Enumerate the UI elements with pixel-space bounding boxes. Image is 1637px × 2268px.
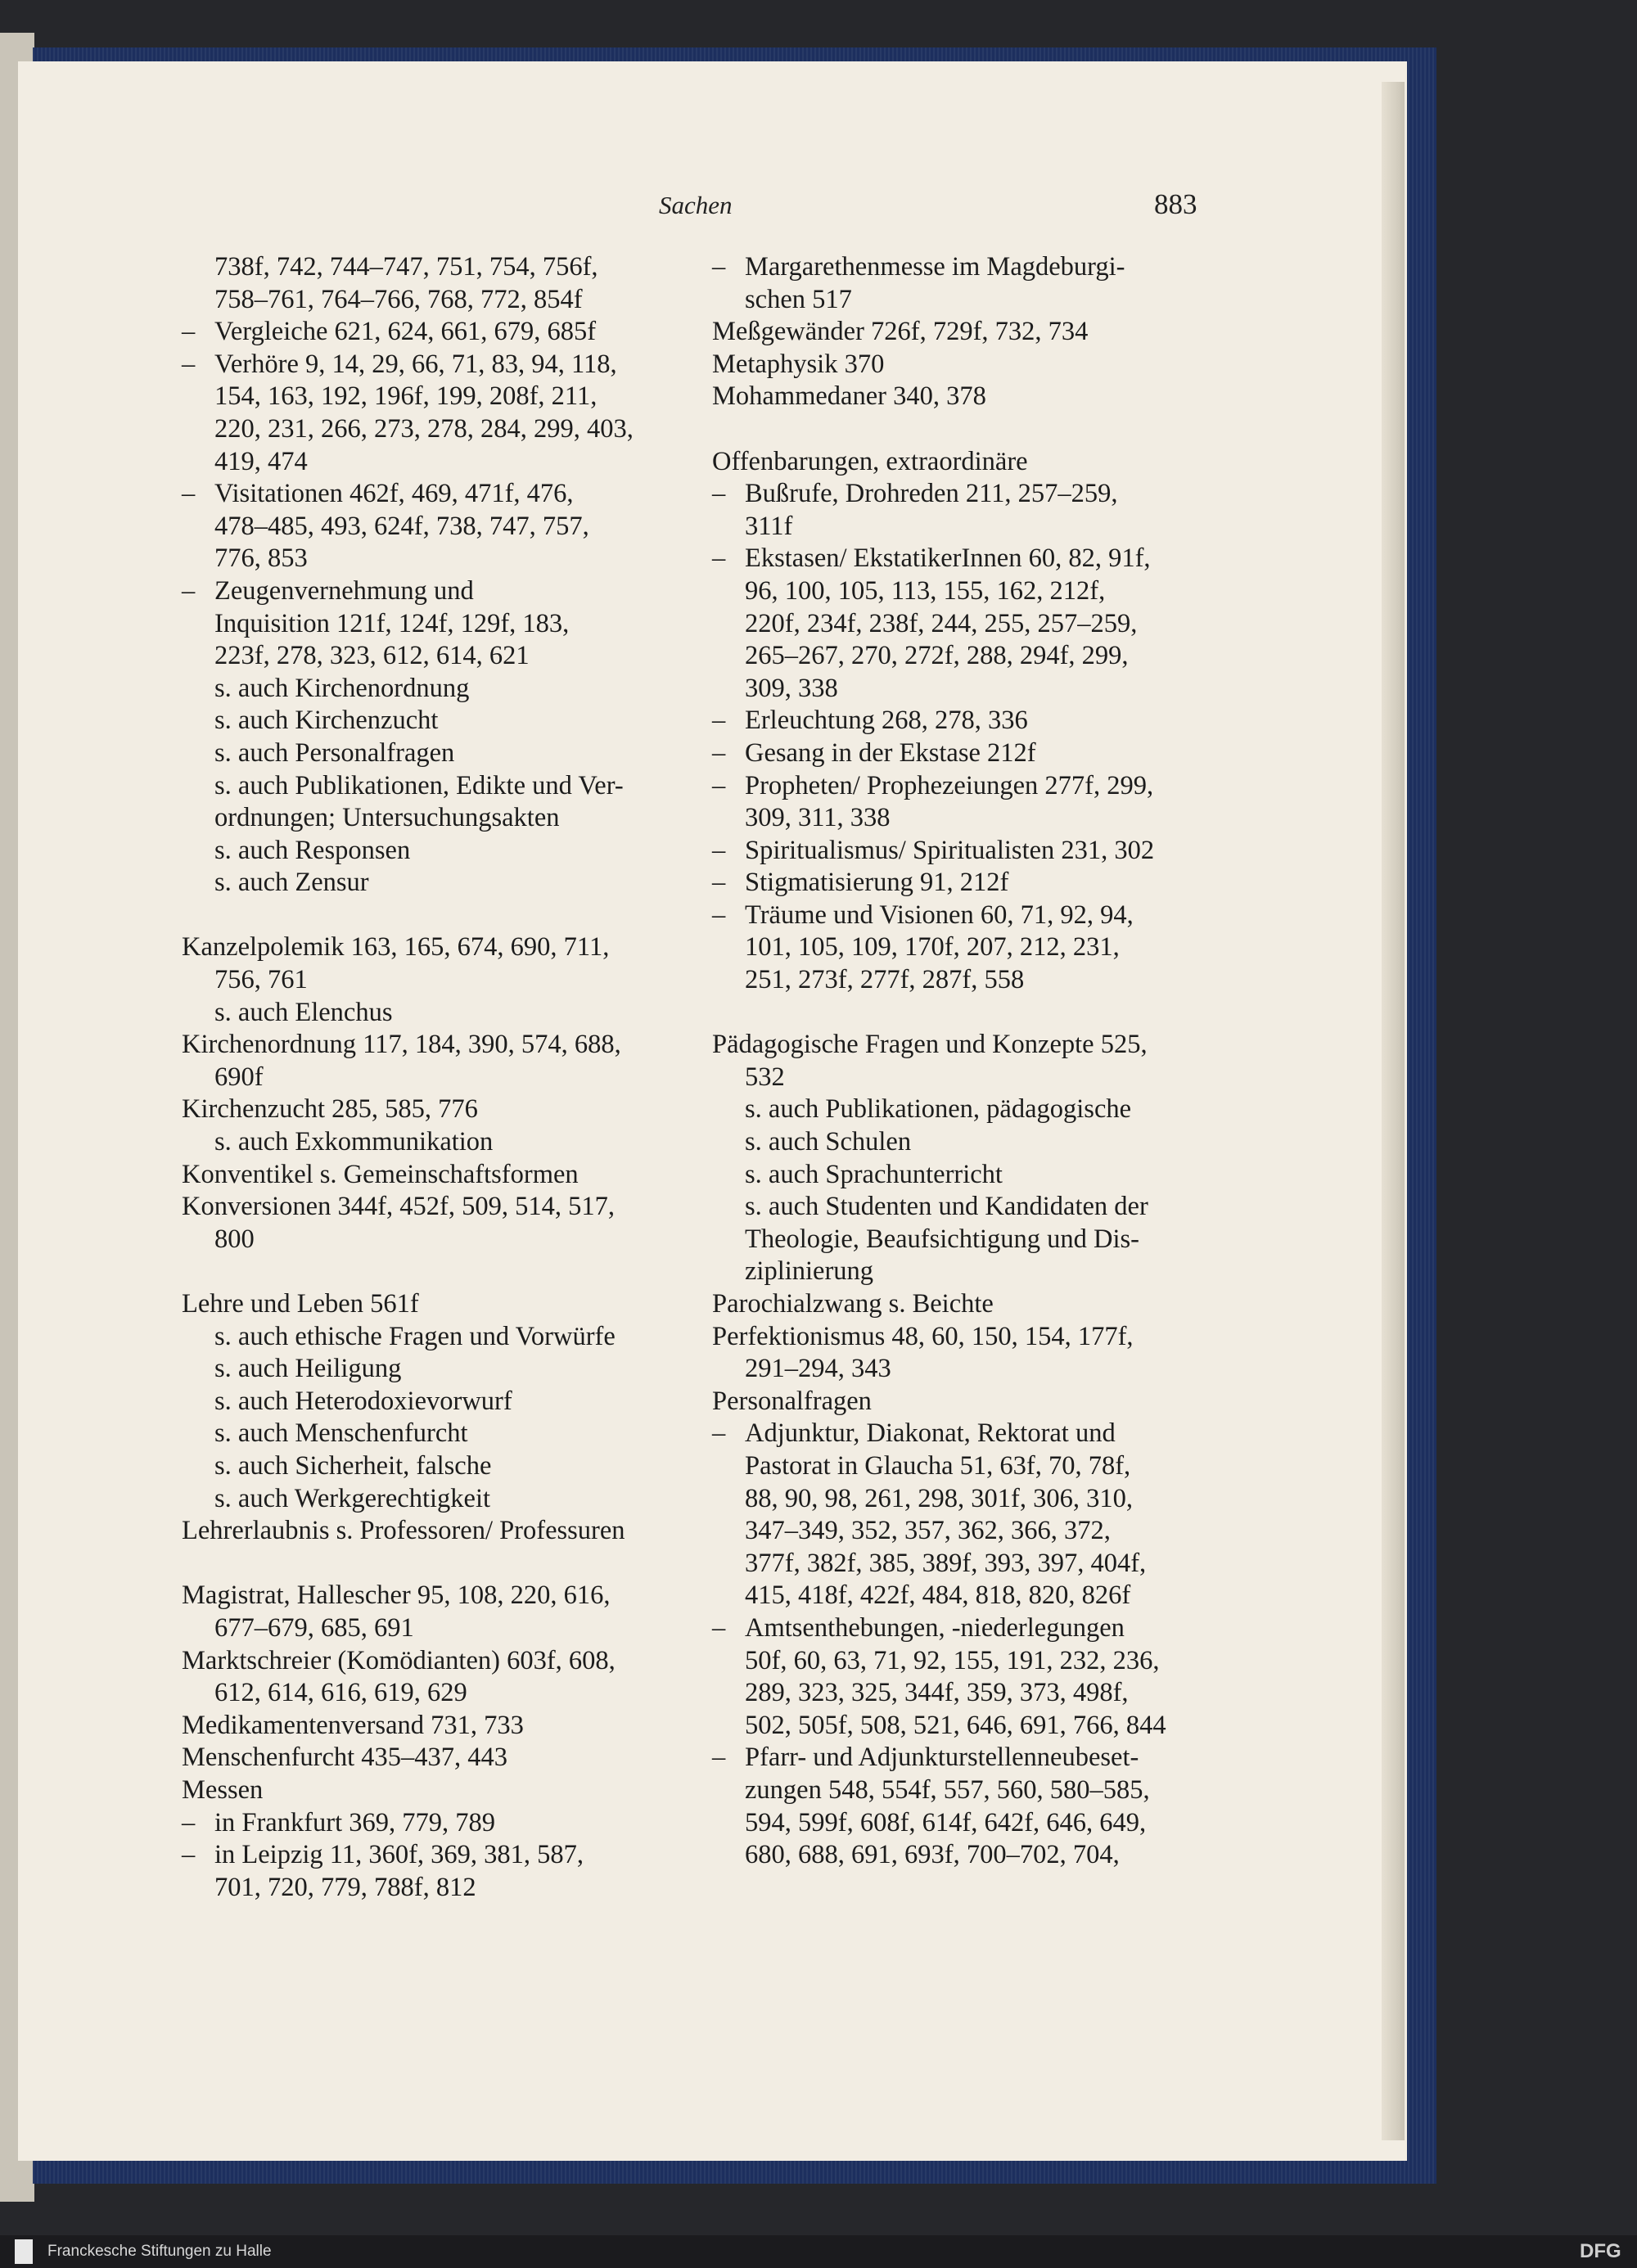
index-entry-text: Inquisition 121f, 124f, 129f, 183,: [214, 608, 570, 638]
index-entry-line: [182, 1742, 634, 1774]
index-entry-text: ziplinierung: [745, 1256, 874, 1287]
index-entry-line: [182, 413, 634, 446]
index-entry-line: [712, 1483, 1166, 1516]
index-entry-text: Margarethenmesse im Magdeburgi-: [745, 252, 1125, 282]
index-entry-text: Propheten/ Prophezeiungen 277f, 299,: [745, 770, 1154, 800]
index-entry-text: 776, 853: [214, 543, 308, 574]
index-entry-text: s. auch Responsen: [214, 835, 411, 865]
index-entry-line: [182, 316, 634, 349]
institution-name[interactable]: Franckesche Stiftungen zu Halle: [47, 2243, 272, 2260]
index-entry-line: [182, 1321, 634, 1354]
index-entry-line: [182, 1645, 634, 1678]
index-entry-line: [712, 284, 1166, 317]
index-entry-line: [712, 608, 1166, 641]
index-entry-text: Ekstasen/ EkstatikerInnen 60, 82, 91f,: [745, 543, 1151, 574]
index-entry-line: [182, 543, 634, 575]
subentry-dash: –: [712, 737, 726, 768]
index-entry-text: 101, 105, 109, 170f, 207, 212, 231,: [745, 932, 1120, 963]
subentry-dash: –: [712, 868, 726, 898]
index-entry-line: [182, 1126, 634, 1159]
index-entry-line: [182, 1450, 634, 1483]
index-entry-text: s. auch Kirchenzucht: [214, 706, 439, 736]
index-entry-text: Kirchenordnung 117, 184, 390, 574, 688,: [182, 1030, 621, 1060]
index-entry-text: 612, 614, 616, 619, 629: [214, 1678, 467, 1708]
index-entry-text: 415, 418f, 422f, 484, 818, 820, 826f: [745, 1580, 1131, 1611]
index-entry-text: Magistrat, Hallescher 95, 108, 220, 616,: [182, 1580, 611, 1611]
entry-spacer: [182, 1256, 634, 1288]
page-number: 883: [1154, 188, 1197, 220]
entry-spacer: [182, 1548, 634, 1580]
index-entry-line: [712, 802, 1166, 835]
index-entry-text: 50f, 60, 63, 71, 92, 155, 191, 232, 236,: [745, 1645, 1160, 1675]
index-entry-text: s. auch Studenten und Kandidaten der: [745, 1192, 1148, 1222]
index-entry-text: 758–761, 764–766, 768, 772, 854f: [214, 284, 583, 314]
index-entry-line: [712, 835, 1166, 868]
index-entry-text: Pädagogische Fragen und Konzepte 525,: [712, 1030, 1148, 1060]
index-entry-line: [712, 1645, 1166, 1678]
index-entry-text: in Leipzig 11, 360f, 369, 381, 587,: [214, 1840, 584, 1870]
index-entry-text: Perfektionismus 48, 60, 150, 154, 177f,: [712, 1321, 1134, 1351]
index-entry-line: [712, 640, 1166, 673]
index-entry-line: [712, 478, 1166, 511]
index-entry-text: 594, 599f, 608f, 614f, 642f, 646, 649,: [745, 1807, 1147, 1837]
index-entry-text: 220, 231, 266, 273, 278, 284, 299, 403,: [214, 413, 634, 444]
index-entry-line: [712, 1191, 1166, 1224]
subentry-dash: –: [182, 479, 196, 509]
index-entry-text: Lehrerlaubnis s. Professoren/ Professuren: [182, 1516, 625, 1546]
index-entry-line: [712, 1807, 1166, 1840]
index-entry-line: [182, 1093, 634, 1126]
index-entry-line: [182, 1710, 634, 1743]
index-entry-line: [182, 575, 634, 608]
index-entry-line: [182, 608, 634, 641]
entry-spacer: [712, 413, 1166, 446]
index-entry-line: [712, 1256, 1166, 1288]
index-entry-line: [712, 543, 1166, 575]
index-entry-line: [712, 1450, 1166, 1483]
index-entry-text: 690f: [214, 1062, 264, 1092]
page-edge-shadow: [1382, 82, 1405, 2140]
index-entry-text: 377f, 382f, 385, 389f, 393, 397, 404f,: [745, 1548, 1147, 1578]
index-entry-line: [712, 867, 1166, 900]
index-entry-line: [182, 1386, 634, 1418]
index-entry-text: 309, 311, 338: [745, 803, 891, 833]
index-entry-line: [712, 1774, 1166, 1807]
index-column-right: [712, 251, 1166, 1872]
index-entry-line: [182, 1062, 634, 1094]
running-header-title: Sachen: [659, 191, 733, 219]
index-entry-text: 291–294, 343: [745, 1354, 891, 1384]
index-entry-line: [182, 1677, 634, 1710]
index-entry-line: [182, 446, 634, 479]
index-entry-line: [182, 478, 634, 511]
index-entry-text: Konventikel s. Gemeinschaftsformen: [182, 1159, 579, 1189]
index-entry-line: [182, 770, 634, 803]
index-entry-text: Träume und Visionen 60, 71, 92, 94,: [745, 900, 1134, 930]
index-entry-line: [182, 931, 634, 964]
index-entry-text: in Frankfurt 369, 779, 789: [214, 1807, 496, 1837]
institution-logo-icon: [15, 2239, 33, 2264]
entry-spacer: [712, 997, 1166, 1030]
index-entry-text: 311f: [745, 511, 793, 541]
index-entry-text: s. auch Schulen: [745, 1127, 912, 1157]
index-entry-text: Adjunktur, Diakonat, Rektorat und: [745, 1418, 1116, 1449]
index-column-left: [182, 251, 634, 1904]
index-entry-line: [712, 1224, 1166, 1256]
index-entry-text: 701, 720, 779, 788f, 812: [214, 1872, 476, 1902]
index-entry-line: [182, 1580, 634, 1612]
index-entry-line: [712, 1029, 1166, 1062]
index-entry-text: schen 517: [745, 284, 852, 314]
index-entry-line: [182, 673, 634, 706]
index-entry-line: [712, 900, 1166, 932]
index-entry-text: 419, 474: [214, 446, 308, 476]
index-entry-line: [712, 1126, 1166, 1159]
index-entry-text: s. auch Sicherheit, falsche: [214, 1450, 492, 1481]
index-entry-line: [712, 705, 1166, 737]
index-entry-text: s. auch Exkommunikation: [214, 1127, 494, 1157]
index-entry-line: [712, 1742, 1166, 1774]
index-entry-text: Metaphysik 370: [712, 349, 885, 379]
index-entry-line: [712, 316, 1166, 349]
index-entry-line: [712, 1515, 1166, 1548]
index-entry-text: 800: [214, 1224, 255, 1254]
index-entry-text: Theologie, Beaufsichtigung und Dis-: [745, 1224, 1139, 1254]
index-entry-text: Marktschreier (Komödianten) 603f, 608,: [182, 1645, 616, 1675]
index-entry-text: s. auch Kirchenordnung: [214, 673, 470, 703]
index-entry-text: Kanzelpolemik 163, 165, 674, 690, 711,: [182, 932, 610, 963]
index-entry-line: [712, 1321, 1166, 1354]
index-entry-line: [712, 381, 1166, 413]
index-entry-text: 347–349, 352, 357, 362, 366, 372,: [745, 1516, 1111, 1546]
subentry-dash: –: [182, 575, 196, 606]
subentry-dash: –: [712, 252, 726, 282]
subentry-dash: –: [712, 479, 726, 509]
index-entry-line: [712, 349, 1166, 381]
index-entry-text: Amtsenthebungen, -niederlegungen: [745, 1612, 1125, 1643]
index-entry-text: Messen: [182, 1774, 264, 1805]
subentry-dash: –: [712, 706, 726, 736]
index-entry-line: [712, 673, 1166, 706]
index-entry-line: [182, 1872, 634, 1905]
index-entry-line: [182, 1612, 634, 1645]
index-entry-line: [712, 1062, 1166, 1094]
index-entry-line: [712, 1580, 1166, 1612]
index-entry-line: [712, 964, 1166, 997]
index-entry-line: [182, 1418, 634, 1450]
index-entry-text: Lehre und Leben 561f: [182, 1289, 419, 1319]
index-entry-line: [182, 1774, 634, 1807]
index-entry-text: s. auch Heiligung: [214, 1354, 402, 1384]
index-entry-text: 309, 338: [745, 673, 838, 703]
index-entry-line: [182, 284, 634, 317]
index-entry-line: [182, 1353, 634, 1386]
index-entry-text: s. auch Werkgerechtigkeit: [214, 1483, 490, 1513]
index-entry-text: Mohammedaner 340, 378: [712, 381, 986, 412]
index-entry-text: Bußrufe, Drohreden 211, 257–259,: [745, 479, 1118, 509]
index-entry-text: s. auch Elenchus: [214, 997, 393, 1027]
subentry-dash: –: [712, 835, 726, 865]
index-entry-line: [712, 511, 1166, 543]
index-entry-text: 223f, 278, 323, 612, 614, 621: [214, 641, 530, 671]
index-entry-line: [712, 1839, 1166, 1872]
index-entry-line: [712, 1353, 1166, 1386]
index-entry-line: [182, 1515, 634, 1548]
index-entry-text: s. auch Sprachunterricht: [745, 1159, 1003, 1189]
index-entry-text: 738f, 742, 744–747, 751, 754, 756f,: [214, 252, 598, 282]
index-entry-line: [712, 1386, 1166, 1418]
index-entry-line: [712, 770, 1166, 803]
subentry-dash: –: [182, 317, 196, 347]
index-entry-line: [712, 251, 1166, 284]
index-entry-text: Verhöre 9, 14, 29, 66, 71, 83, 94, 118,: [214, 349, 617, 379]
subentry-dash: –: [712, 1612, 726, 1643]
viewer-footer-bar: [0, 2235, 1637, 2268]
index-entry-line: [182, 640, 634, 673]
index-entry-text: 289, 323, 325, 344f, 359, 373, 498f,: [745, 1678, 1129, 1708]
index-entry-line: [712, 1159, 1166, 1192]
subentry-dash: –: [712, 543, 726, 574]
subentry-dash: –: [712, 1743, 726, 1773]
index-entry-line: [182, 511, 634, 543]
index-entry-line: [712, 1612, 1166, 1645]
index-entry-text: Meßgewänder 726f, 729f, 732, 734: [712, 317, 1089, 347]
index-entry-line: [182, 1839, 634, 1872]
index-entry-text: Vergleiche 621, 624, 661, 679, 685f: [214, 317, 597, 347]
index-entry-line: [182, 381, 634, 413]
index-entry-line: [182, 1029, 634, 1062]
index-entry-line: [712, 575, 1166, 608]
index-entry-text: ordnungen; Untersuchungsakten: [214, 803, 560, 833]
index-entry-text: 532: [745, 1062, 785, 1092]
index-entry-text: 680, 688, 691, 693f, 700–702, 704,: [745, 1840, 1120, 1870]
index-entry-text: zungen 548, 554f, 557, 560, 580–585,: [745, 1774, 1150, 1805]
index-entry-line: [182, 997, 634, 1030]
index-entry-text: s. auch Zensur: [214, 868, 369, 898]
index-entry-text: 756, 761: [214, 965, 308, 995]
subentry-dash: –: [182, 349, 196, 379]
index-entry-text: Kirchenzucht 285, 585, 776: [182, 1094, 478, 1125]
index-entry-text: s. auch Publikationen, Edikte und Ver-: [214, 770, 624, 800]
index-entry-line: [712, 1548, 1166, 1580]
index-entry-line: [182, 737, 634, 770]
subentry-dash: –: [712, 1418, 726, 1449]
index-entry-text: 220f, 234f, 238f, 244, 255, 257–259,: [745, 608, 1138, 638]
index-entry-line: [712, 1093, 1166, 1126]
subentry-dash: –: [182, 1840, 196, 1870]
index-entry-line: [182, 1224, 634, 1256]
index-entry-line: [182, 251, 634, 284]
index-entry-line: [182, 1191, 634, 1224]
index-entry-text: s. auch Menschenfurcht: [214, 1418, 468, 1449]
index-entry-text: s. auch Personalfragen: [214, 737, 455, 768]
index-entry-line: [712, 1418, 1166, 1450]
index-entry-text: Offenbarungen, extraordinäre: [712, 446, 1028, 476]
index-entry-text: 251, 273f, 277f, 287f, 558: [745, 965, 1025, 995]
index-entry-text: Erleuchtung 268, 278, 336: [745, 706, 1028, 736]
index-entry-text: 677–679, 685, 691: [214, 1612, 414, 1643]
subentry-dash: –: [712, 900, 726, 930]
index-entry-line: [182, 802, 634, 835]
index-entry-text: Pastorat in Glaucha 51, 63f, 70, 78f,: [745, 1450, 1131, 1481]
index-entry-text: Menschenfurcht 435–437, 443: [182, 1743, 508, 1773]
index-entry-line: [182, 705, 634, 737]
index-entry-line: [182, 1288, 634, 1321]
index-entry-text: Gesang in der Ekstase 212f: [745, 737, 1036, 768]
index-entry-line: [712, 931, 1166, 964]
index-entry-text: s. auch Publikationen, pädagogische: [745, 1094, 1132, 1125]
index-entry-line: [182, 835, 634, 868]
index-entry-text: 502, 505f, 508, 521, 646, 691, 766, 844: [745, 1710, 1166, 1740]
index-entry-text: Visitationen 462f, 469, 471f, 476,: [214, 479, 574, 509]
index-entry-line: [712, 1677, 1166, 1710]
entry-spacer: [182, 900, 634, 932]
index-entry-text: 88, 90, 98, 261, 298, 301f, 306, 310,: [745, 1483, 1133, 1513]
subentry-dash: –: [182, 1807, 196, 1837]
index-entry-text: Pfarr- und Adjunkturstellenneubeset-: [745, 1743, 1139, 1773]
index-entry-text: 154, 163, 192, 196f, 199, 208f, 211,: [214, 381, 598, 412]
index-entry-text: 265–267, 270, 272f, 288, 294f, 299,: [745, 641, 1129, 671]
index-entry-line: [712, 737, 1166, 770]
index-entry-text: Personalfragen: [712, 1386, 872, 1416]
index-entry-line: [182, 867, 634, 900]
index-entry-line: [712, 1288, 1166, 1321]
dfg-logo: DFG: [1580, 2240, 1621, 2262]
index-entry-text: Stigmatisierung 91, 212f: [745, 868, 1009, 898]
index-entry-text: s. auch ethische Fragen und Vorwürfe: [214, 1321, 616, 1351]
index-entry-text: Parochialzwang s. Beichte: [712, 1289, 994, 1319]
index-entry-line: [182, 1807, 634, 1840]
index-entry-line: [182, 964, 634, 997]
index-entry-text: 478–485, 493, 624f, 738, 747, 757,: [214, 511, 589, 541]
index-entry-line: [182, 1159, 634, 1192]
index-entry-text: Medikamentenversand 731, 733: [182, 1710, 524, 1740]
index-entry-text: 96, 100, 105, 113, 155, 162, 212f,: [745, 575, 1106, 606]
index-entry-text: Zeugenvernehmung und: [214, 575, 474, 606]
index-entry-text: Spiritualismus/ Spiritualisten 231, 302: [745, 835, 1155, 865]
index-entry-line: [182, 1483, 634, 1516]
index-entry-text: s. auch Heterodoxievorwurf: [214, 1386, 512, 1416]
index-entry-line: [712, 1710, 1166, 1743]
subentry-dash: –: [712, 770, 726, 800]
index-entry-line: [182, 349, 634, 381]
index-entry-line: [712, 446, 1166, 479]
index-entry-text: Konversionen 344f, 452f, 509, 514, 517,: [182, 1192, 615, 1222]
